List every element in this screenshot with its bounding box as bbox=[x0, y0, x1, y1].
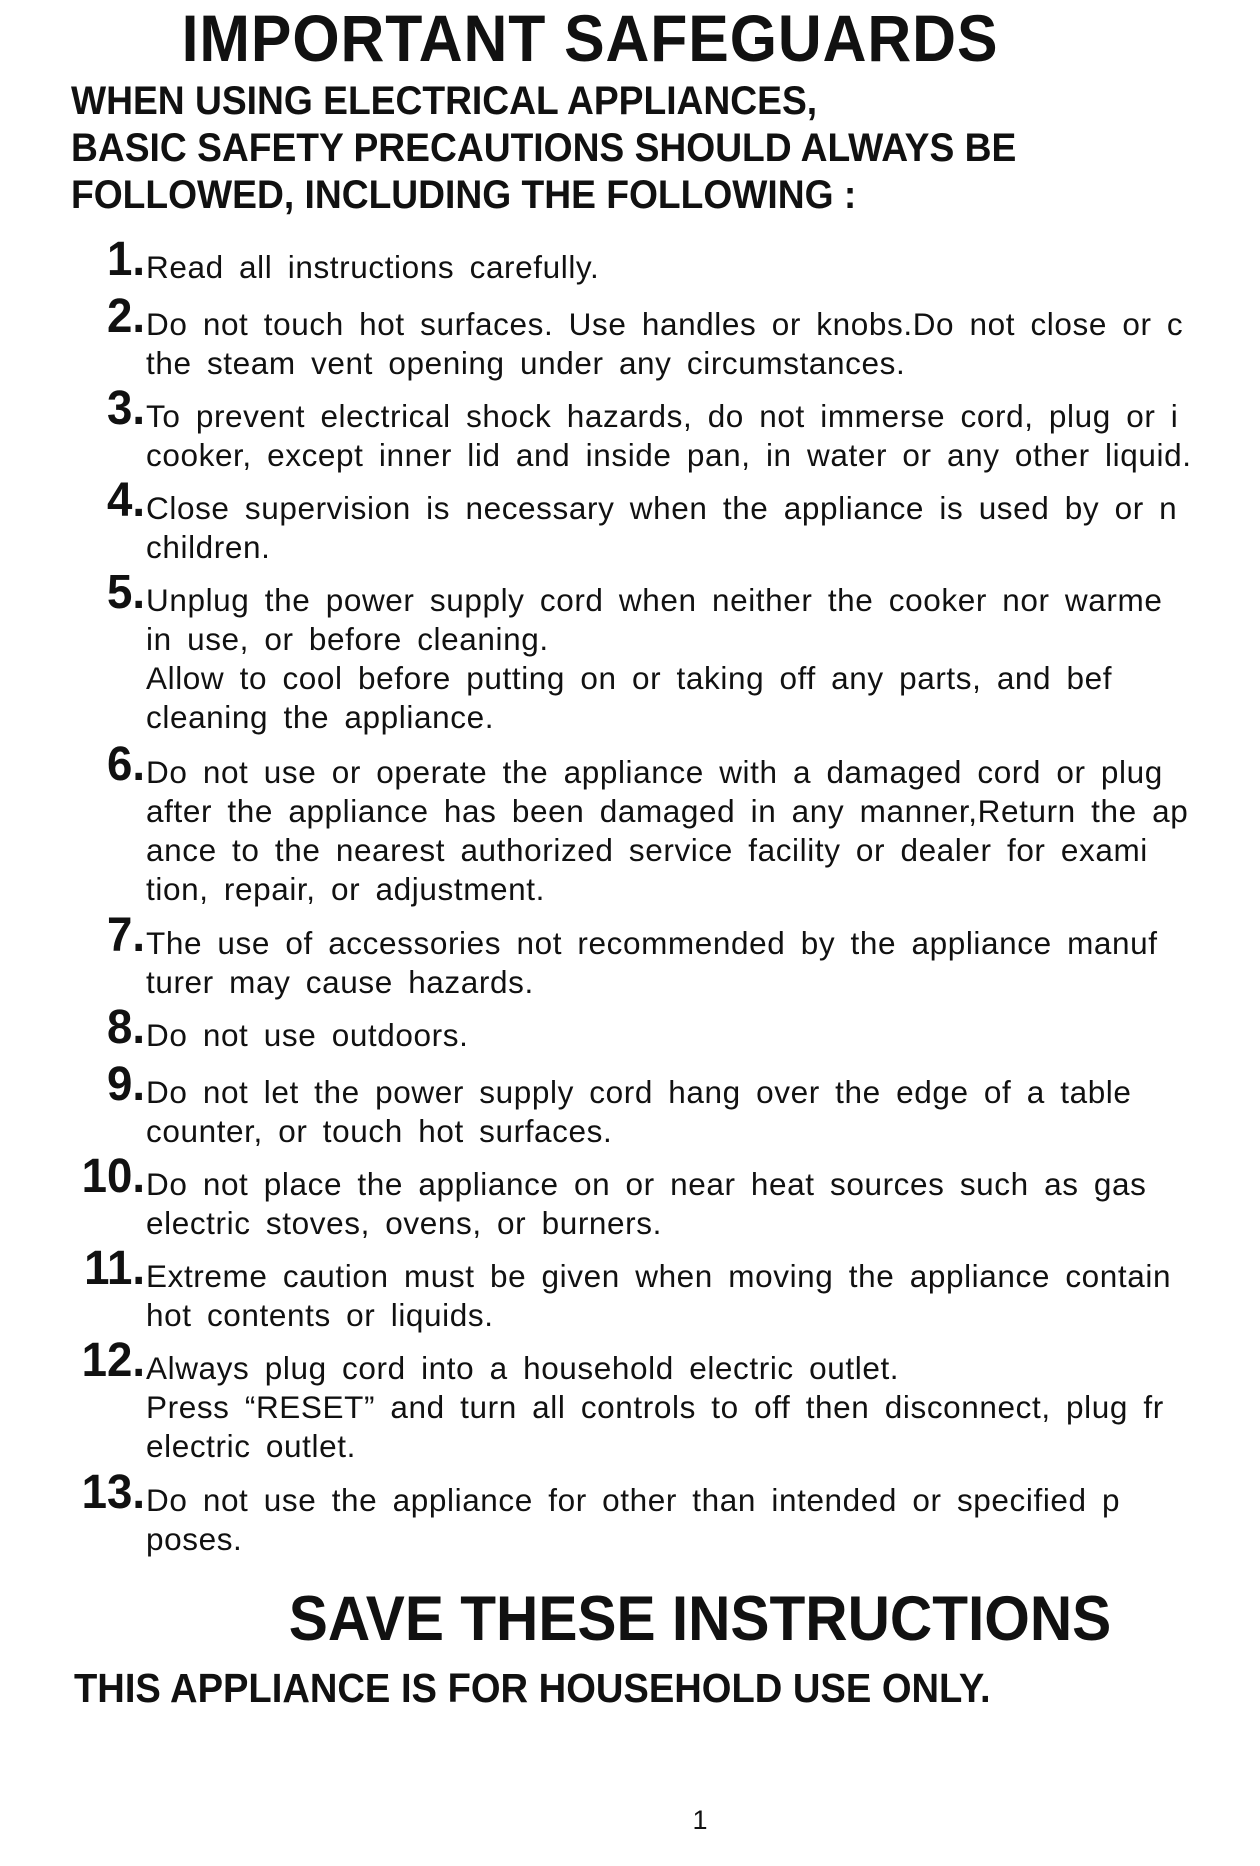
item-line: electric stoves, ovens, or burners. bbox=[146, 1205, 662, 1241]
subheading-line: WHEN USING ELECTRICAL APPLIANCES, bbox=[71, 79, 818, 123]
subheading-line: BASIC SAFETY PRECAUTIONS SHOULD ALWAYS BE bbox=[71, 126, 1017, 170]
item-line: poses. bbox=[146, 1521, 243, 1557]
item-text bbox=[146, 397, 1260, 475]
item-line: tion, repair, or adjustment. bbox=[146, 871, 545, 907]
item-number: 10. bbox=[81, 1150, 145, 1203]
save-instructions-heading: SAVE THESE INSTRUCTIONS bbox=[288, 1584, 1112, 1654]
item-text bbox=[146, 1165, 1260, 1243]
item-line: cooker, except inner lid and inside pan, in water or any other liquid. bbox=[146, 437, 1192, 473]
item-line: The use of accessories not recommended by the appliance manuf bbox=[146, 925, 1158, 961]
item-number: 6. bbox=[106, 738, 145, 791]
item-line: Do not touch hot surfaces. Use handles or knobs.Do not close or c bbox=[146, 306, 1184, 342]
item-text bbox=[146, 581, 1260, 737]
item-text bbox=[146, 1073, 1260, 1151]
item-line: Read all instructions carefully. bbox=[146, 249, 600, 285]
item-number: 12. bbox=[81, 1334, 145, 1387]
item-line: ance to the nearest authorized service facility or dealer for exami bbox=[146, 832, 1148, 868]
item-line: after the appliance has been damaged in any manner,Return the ap bbox=[146, 793, 1189, 829]
item-text bbox=[146, 248, 1260, 287]
item-line: Press “RESET” and turn all controls to off then disconnect, plug fr bbox=[146, 1389, 1164, 1425]
item-number: 5. bbox=[106, 566, 145, 619]
item-line: Do not use outdoors. bbox=[146, 1017, 469, 1053]
item-line: Do not use or operate the appliance with a damaged cord or plug bbox=[146, 754, 1163, 790]
item-text bbox=[146, 1016, 1260, 1055]
item-line: Allow to cool before putting on or taking off any parts, and bef bbox=[146, 660, 1113, 696]
item-line: cleaning the appliance. bbox=[146, 699, 495, 735]
item-number: 9. bbox=[106, 1058, 145, 1111]
item-text bbox=[146, 1257, 1260, 1335]
item-line: Always plug cord into a household electric outlet. bbox=[146, 1350, 900, 1386]
item-text bbox=[146, 753, 1260, 909]
page-title: IMPORTANT SAFEGUARDS bbox=[181, 1, 999, 75]
item-line: Do not let the power supply cord hang over the edge of a table bbox=[146, 1074, 1132, 1110]
item-number: 2. bbox=[106, 290, 145, 343]
item-number: 13. bbox=[81, 1466, 145, 1519]
item-line: turer may cause hazards. bbox=[146, 964, 534, 1000]
item-number: 3. bbox=[106, 382, 145, 435]
item-line: in use, or before cleaning. bbox=[146, 621, 549, 657]
item-text bbox=[146, 924, 1260, 1002]
item-line: Do not use the appliance for other than intended or specified p bbox=[146, 1482, 1121, 1518]
item-number: 4. bbox=[106, 474, 145, 527]
item-line: children. bbox=[146, 529, 271, 565]
item-text bbox=[146, 1481, 1260, 1559]
item-line: electric outlet. bbox=[146, 1428, 356, 1464]
item-number: 8. bbox=[106, 1001, 145, 1054]
item-text bbox=[146, 489, 1260, 567]
item-number: 7. bbox=[106, 909, 145, 962]
item-line: counter, or touch hot surfaces. bbox=[146, 1113, 613, 1149]
item-line: Unplug the power supply cord when neither the cooker nor warme bbox=[146, 582, 1163, 618]
household-use-note: THIS APPLIANCE IS FOR HOUSEHOLD USE ONLY. bbox=[74, 1665, 991, 1711]
item-line: To prevent electrical shock hazards, do not immerse cord, plug or i bbox=[146, 398, 1179, 434]
page-number: 1 bbox=[692, 1805, 708, 1835]
item-line: hot contents or liquids. bbox=[146, 1297, 494, 1333]
item-line: Extreme caution must be given when moving the appliance contain bbox=[146, 1258, 1172, 1294]
item-text bbox=[146, 1349, 1260, 1466]
item-line: Close supervision is necessary when the appliance is used by or n bbox=[146, 490, 1178, 526]
item-line: Do not place the appliance on or near heat sources such as gas bbox=[146, 1166, 1147, 1202]
subheading-line: FOLLOWED, INCLUDING THE FOLLOWING : bbox=[71, 173, 857, 217]
item-number: 1. bbox=[106, 233, 145, 286]
item-text bbox=[146, 305, 1260, 383]
item-line: the steam vent opening under any circumstances. bbox=[146, 345, 906, 381]
item-number: 11. bbox=[84, 1242, 145, 1295]
